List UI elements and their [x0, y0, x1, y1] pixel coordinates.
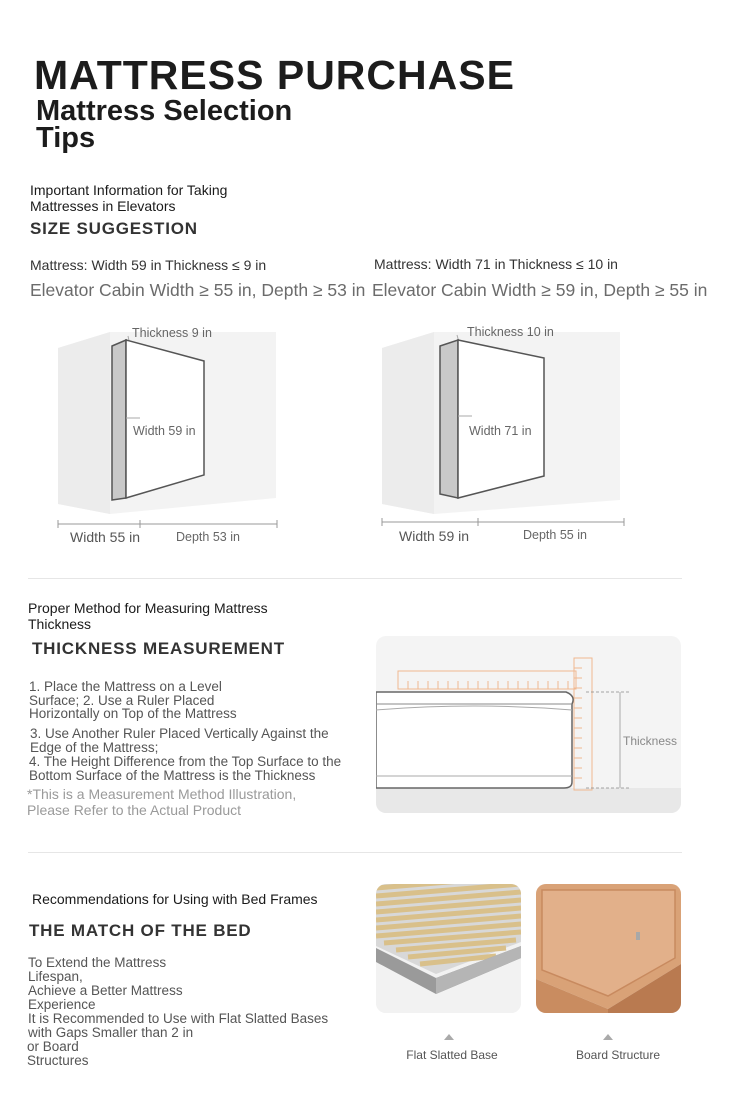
- left-width-label: Width 59 in: [133, 424, 196, 438]
- right-cabin-width-label: Width 59 in: [399, 528, 470, 544]
- caption-arrow: [444, 1034, 454, 1040]
- left-thickness-label: Thickness 9 in: [132, 326, 212, 340]
- left-cabin-spec: Elevator Cabin Width ≥ 55 in, Depth ≥ 53 in: [30, 280, 366, 300]
- right-mattress-edge: [440, 340, 458, 498]
- bed-line-3: It is Recommended to Use with Flat Slatted Bases with Gaps Smaller than 2 in: [28, 1011, 329, 1040]
- bed-line-2: Achieve a Better Mattress Experience: [28, 983, 183, 1012]
- section-divider: [28, 578, 682, 579]
- left-mattress-spec: Mattress: Width 59 in Thickness ≤ 9 in: [30, 257, 267, 273]
- bed-heading: THE MATCH OF THE BED: [29, 921, 252, 940]
- bed-line-1: To Extend the Mattress Lifespan,: [28, 955, 167, 984]
- thickness-diagram-label: Thickness: [623, 734, 678, 748]
- slatted-base-image: [376, 884, 521, 1013]
- thickness-intro: Proper Method for Measuring Mattress Thickness: [28, 600, 268, 632]
- caption-board-structure: Board Structure: [575, 1048, 661, 1062]
- right-mattress-face: [458, 340, 544, 498]
- right-mattress-spec: Mattress: Width 71 in Thickness ≤ 10 in: [374, 256, 618, 272]
- right-cabin-depth-label: Depth 55 in: [523, 528, 587, 542]
- bed-intro: Recommendations for Using with Bed Frames: [32, 891, 318, 907]
- horizontal-ruler: [398, 671, 576, 689]
- left-mattress-edge: [112, 340, 126, 500]
- thickness-step-1-2: 1. Place the Mattress on a Level Surface; 2. Use a Ruler Placed Horizontally on Top of the Mattress: [29, 679, 237, 721]
- size-suggestion-heading: SIZE SUGGESTION: [30, 219, 198, 238]
- thickness-step-4: 4. The Height Difference from the Top Surface to the Bottom Surface of the Mattress is the Thickness: [29, 754, 342, 783]
- measurement-note: *This is a Measurement Method Illustration, Please Refer to the Actual Product: [27, 786, 297, 818]
- left-cabin-width-label: Width 55 in: [70, 529, 141, 545]
- page-title: MATTRESS PURCHASE: [34, 52, 515, 98]
- left-elevator-diagram: [50, 318, 290, 548]
- caption-arrow: [603, 1034, 613, 1040]
- thickness-step-3: 3. Use Another Ruler Placed Vertically Against the Edge of the Mattress;: [30, 726, 329, 755]
- board-structure-image: [536, 884, 681, 1013]
- page-subtitle: Mattress Selection Tips: [36, 95, 293, 154]
- right-cabin-spec: Elevator Cabin Width ≥ 59 in, Depth ≥ 55 in: [372, 280, 708, 300]
- caption-flat-slatted-base: Flat Slatted Base: [406, 1048, 498, 1062]
- thickness-heading: THICKNESS MEASUREMENT: [32, 639, 285, 658]
- right-width-label: Width 71 in: [469, 424, 532, 438]
- left-mattress-face: [126, 340, 204, 498]
- right-elevator-diagram: [372, 318, 632, 548]
- thickness-illustration: [376, 636, 681, 813]
- right-thickness-label: Thickness 10 in: [467, 325, 554, 339]
- bed-line-4: or Board Structures: [27, 1039, 89, 1068]
- elevator-intro: Important Information for Taking Mattresses in Elevators: [30, 182, 228, 214]
- left-cabin-depth-label: Depth 53 in: [176, 530, 240, 544]
- section-divider: [28, 852, 682, 853]
